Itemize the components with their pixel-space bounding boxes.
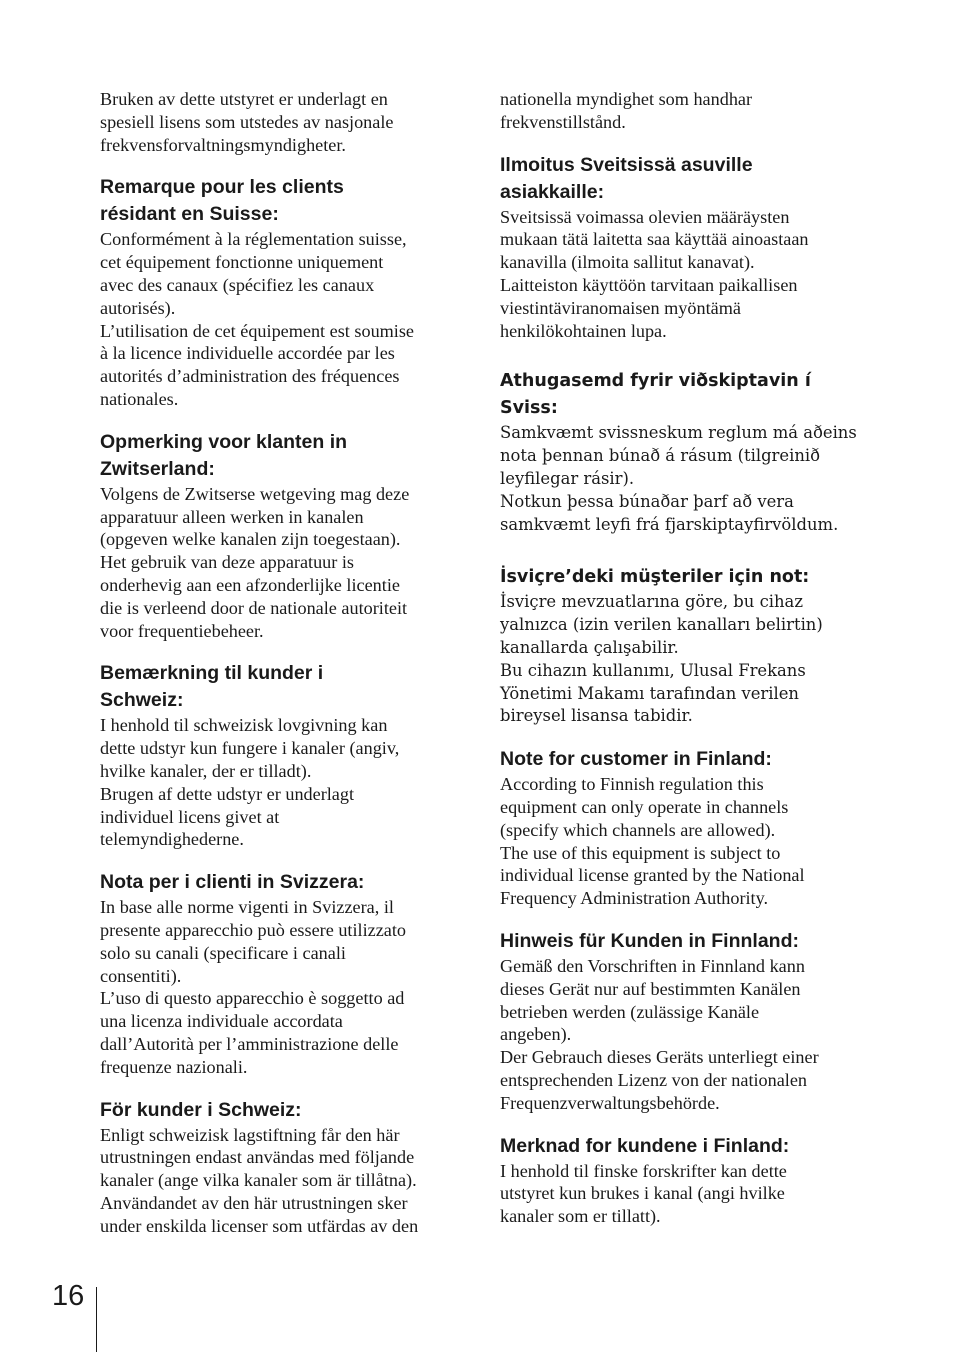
- turkish-heading: İsviçre’deki müşteriler için not:: [500, 567, 810, 588]
- danish-body: I henhold til schweizisk lovgivning kan dette udstyr kun fungere i kanaler (angiv, hvilke kanaler, der er tilladt). Brugen af dette udstyr er underlagt individuel licens givet at telemyndighederne.: [100, 715, 400, 850]
- danish-heading: Bemærkning til kunder i Schweiz:: [100, 662, 324, 712]
- turkish-body: İsviçre mevzuatlarına göre, bu cihaz yalnızca (izin verilen kanalları belirtin) kanallarda çalışabilir. Bu cihazın kullanımı, Ulusal Frekans Yönetimi Makamı tarafından verilen bireysel lisansa tabidir.: [500, 592, 823, 726]
- dutch-body: Volgens de Zwitserse wetgeving mag deze apparatuur alleen werken in kanalen (opgeven welke kanalen zijn toegestaan). Het gebruik van deze apparatuur is onderhevig aan een afzonderlijke licentie die is verleend door de nationale autoriteit voor frequentiebeheer.: [100, 483, 410, 641]
- france-heading: Remarque pour les clients résidant en Suisse:: [100, 176, 344, 226]
- italian-heading: Nota per i clienti in Svizzera:: [100, 871, 365, 894]
- swedish-heading: För kunder i Schweiz:: [100, 1098, 302, 1121]
- german-heading: Hinweis für Kunden in Finnland:: [500, 929, 799, 952]
- page-number: 16: [52, 1280, 85, 1312]
- france-body: Conformément à la réglementation suisse, cet équipement fonctionne uniquement avec des canaux (spécifiez les canaux autorisés). L’utilisation de cet équipement est soumise à la licence individuelle accordée par les autorités d’administration des fréquences nationales.: [100, 229, 415, 409]
- dutch-heading: Opmerking voor klanten in Zwitserland:: [100, 430, 348, 480]
- norway-body: Bruken av dette utstyret er underlagt en spesiell lisens som utstedes av nasjonale frekvensforvaltningsmyndigheter.: [100, 89, 394, 155]
- icelandic-body: Samkvæmt svissneskum reglum má aðeins nota þennan búnað á rásum (tilgreinið leyfilegar rásir). Notkun þessa búnaðar þarf að vera samkvæmt leyfi frá fjarskiptayfirvöldum.: [500, 423, 857, 534]
- icelandic-heading: Athugasemd fyrir viðskiptavin í Sviss:: [500, 371, 811, 419]
- norwegian-heading: Merknad for kundene i Finland:: [500, 1134, 790, 1157]
- italian-body: In base alle norme vigenti in Svizzera, il presente apparecchio può essere utilizzato solo su canali (specificare i canali consentiti). L’uso di questo apparecchio è soggetto ad una licenza individuale accordata dall’Autorità per l’amministrazione delle frequenze nazionali.: [100, 897, 407, 1077]
- finnish-heading: Ilmoitus Sveitsissä asuville asiakkaille:: [500, 153, 753, 203]
- swedish-body-continued: nationella myndighet som handhar frekvenstillstånd.: [500, 89, 753, 132]
- english-body: According to Finnish regulation this equipment can only operate in channels (specify which channels are allowed). The use of this equipment is subject to individual license granted by the National Frequency Administration Authority.: [500, 774, 805, 909]
- swedish-body: Enligt schweizisk lagstiftning får den här utrustningen endast användas med följande kanaler (ange vilka kanaler som är tillåtna). Användandet av den här utrustningen sker under enskilda licenser som utfärdas av den: [100, 1124, 419, 1236]
- page-number-divider: [96, 1287, 97, 1352]
- german-body: Gemäß den Vorschriften in Finnland kann dieses Gerät nur auf bestimmten Kanälen betrieben werden (zulässige Kanäle angeben). Der Gebrauch dieses Geräts unterliegt einer entsprechenden Lizenz von der nationalen Frequenzverwaltungsbehörde.: [500, 955, 819, 1113]
- left-column: [100, 88, 462, 1237]
- finnish-body: Sveitsissä voimassa olevien määräysten mukaan tätä laitetta saa käyttää ainoastaan kanavilla (ilmoita sallitut kanavat). Laitteiston käyttöön tarvitaan paikallisen viestintäviranomaisen myöntämä henkilökohtainen lupa.: [500, 206, 809, 341]
- english-heading: Note for customer in Finland:: [500, 748, 772, 771]
- norwegian-body: I henhold til finske forskrifter kan dette utstyret kun brukes i kanal (angi hvilke kanaler som er tillatt).: [500, 1160, 787, 1227]
- right-column: [500, 88, 862, 1228]
